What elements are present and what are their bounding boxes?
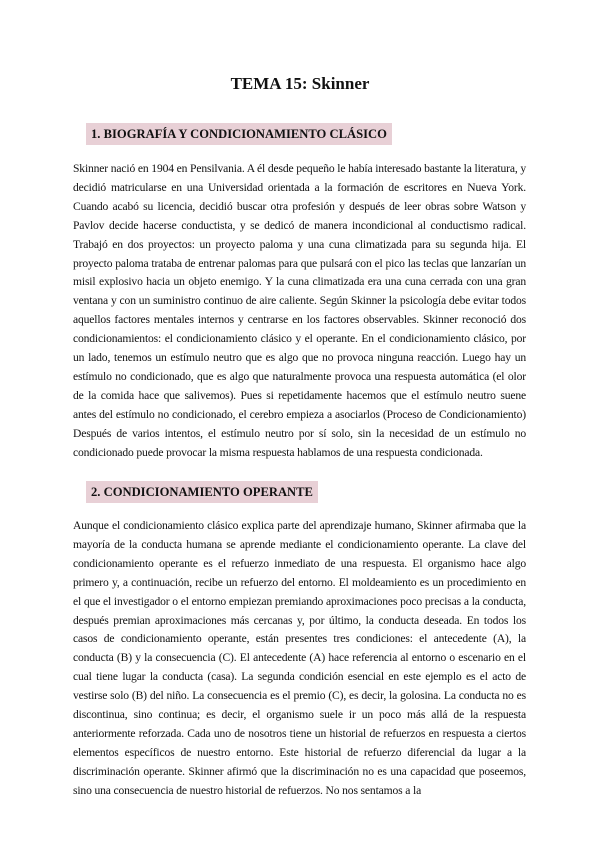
section-paragraph-operante: Aunque el condicionamiento clásico explica parte del aprendizaje humano, Skinner afirmaba que la mayoría de la conducta humana se aprende mediante el condicionamiento operante. La clave del condicionamiento operante es el refuerzo inmediato de una respuesta. El organismo hace algo primero y, a continuación, recibe un refuerzo del entorno. El moldeamiento es un procedimiento en el que el investigador o el entorno empiezan premiando aproximaciones poco precisas a la conducta, después premian aproximaciones más cercanas y, por último, la conducta deseada. En todos los casos de condicionamiento operante, están presentes tres condiciones: el antecedente (A), la conducta (B) y la consecuencia (C). El antecedente (A) hace referencia al entorno o escenario en el cual tiene lugar la conducta (casa). La segunda condición esencial en este ejemplo es el acto de vestirse solo (B) del niño. La consecuencia es el premio (C), es decir, la golosina. La conducta no es discontinua, sino continua; es decir, el organismo suele ir un poco más allá de la respuesta anteriormente reforzada. Cada uno de nosotros tiene un historial de refuerzos en respuesta a ciertos elementos específicos de nuestro entorno. Este historial de refuerzo diferencial da lugar a la discriminación operante. Skinner afirmó que la discriminación no es una capacidad que poseemos, sino una consecuencia de nuestro historial de refuerzos. No nos sentamos a la bbox=[73, 519, 526, 797]
section-heading-operante: 2. CONDICIONAMIENTO OPERANTE bbox=[86, 481, 318, 503]
section-heading-biografia: 1. BIOGRAFÍA Y CONDICIONAMIENTO CLÁSICO bbox=[86, 123, 392, 145]
section-paragraph-biografia: Skinner nació en 1904 en Pensilvania. A él desde pequeño le había interesado bastante la literatura, y decidió matricularse en una Universidad orientada a la formación de escritores en Nueva York. Cuando acabó su licencia, decidió buscar otra profesión y después de leer obras sobre Watson y Pavlov decide hacerse conductista, y se dedicó de manera incondicional al conductismo radical. Trabajó en dos proyectos: un proyecto paloma y una cuna climatizada para su segunda hija. El proyecto paloma trataba de entrenar palomas para que pulsará con el pico las teclas que lanzarían un misil explosivo hacia un objeto enemigo. Y la cuna climatizada era una cuna cerrada con una gran ventana y con un suministro continuo de aire caliente. Según Skinner la psicología debe evitar todos aquellos factores mentales internos y centrarse en los factores observables. Skinner reconoció dos condicionamientos: el condicionamiento clásico y el operante. En el condicionamiento clásico, por un lado, tenemos un estímulo neutro que es algo que no provoca ninguna reacción. Luego hay un estímulo no condicionado, que es algo que naturalmente provoca una respuesta automática (el olor de la comida hace que salivemos). Pues si repetidamente hacemos que el estímulo neutro suene antes del estímulo no condicionado, el cerebro empieza a asociarlos (Proceso de Condicionamiento) Después de varios intentos, el estímulo neutro por sí solo, sin la necesidad de un estímulo no condicionado puede provocar la misma respuesta hablamos de una respuesta condicionada. bbox=[73, 162, 526, 459]
page-title: TEMA 15: Skinner bbox=[230, 74, 370, 93]
